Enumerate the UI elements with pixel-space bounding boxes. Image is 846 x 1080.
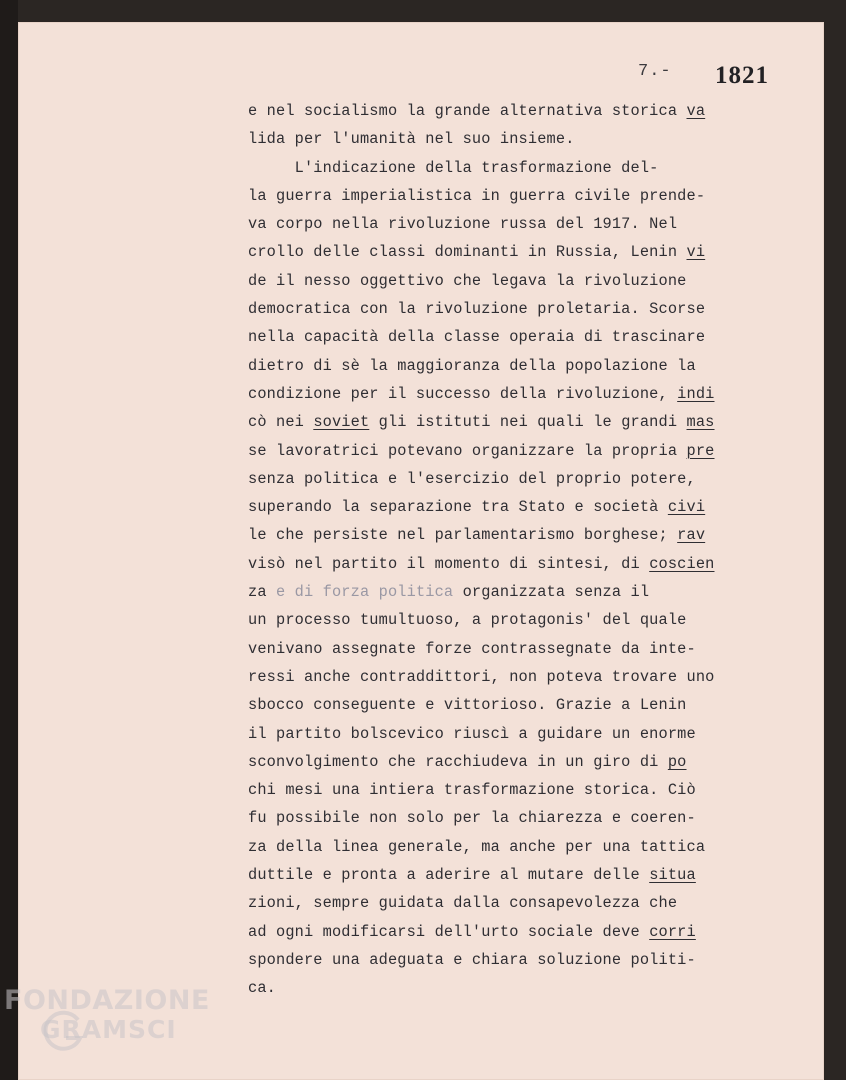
text-line [248,97,808,125]
typed-text-body [248,97,808,1003]
text-fragment: nella capacità della classe operaia di trascinare [248,328,706,347]
text-line [248,408,808,436]
watermark-subtitle: GRAMSCI [40,1015,177,1044]
text-fragment: za della linea generale, ma anche per una tattica [248,837,706,856]
text-fragment: democratica con la rivoluzione proletaria. Scorse [248,300,706,319]
text-fragment: la guerra imperialistica in guerra civile prende- [248,186,706,205]
text-line [248,606,808,634]
underlined-fragment: civi [667,498,706,517]
scanner-edge [0,0,18,1080]
text-fragment: visò nel partito il momento di sintesi, di [248,554,650,573]
text-fragment: va corpo nella rivoluzione russa del 1917. Nel [248,215,678,234]
underlined-fragment: va [686,102,706,120]
text-fragment: L'indicazione della trasformazione del- [248,158,659,177]
text-fragment: sbocco conseguente e vittorioso. Grazie a Lenin [248,696,687,715]
text-line [248,946,808,974]
document-page [18,22,824,1080]
underlined-fragment: mas [686,413,715,432]
text-line [248,295,808,323]
faded-fragment: e di forza politica [276,583,454,602]
text-fragment: gli istituti nei quali le grandi [369,413,687,432]
text-fragment: organizzata senza il [453,583,650,602]
text-line [248,833,808,861]
text-fragment: dietro di sè la maggioranza della popolazione la [248,356,696,375]
folio-number: 1821 [715,62,769,89]
text-line [248,550,808,578]
text-fragment: sconvolgimento che racchiudeva in un giro di [248,752,668,771]
text-fragment: zioni, sempre guidata dalla consapevolezza che [248,894,678,913]
text-line [248,493,808,521]
text-line [248,323,808,351]
text-fragment: crollo delle classi dominanti in Russia, Lenin [248,243,687,262]
text-fragment: senza politica e l'esercizio del proprio potere, [248,469,696,488]
text-fragment: le che persiste nel parlamentarismo borghese; [248,526,678,545]
text-line [248,380,808,408]
underlined-fragment: po [667,752,687,771]
text-fragment: superando la separazione tra Stato e società [248,498,668,517]
text-line [248,691,808,719]
page-number: 7.- [638,62,672,81]
text-line [248,804,808,832]
underlined-fragment: corri [649,922,696,941]
text-line [248,210,808,238]
text-fragment: se lavoratrici potevano organizzare la propria [248,441,687,460]
text-line [248,521,808,549]
text-fragment: chi mesi una intiera trasformazione storica. Ciò [248,781,696,800]
text-fragment: ressi anche contraddittori, non poteva trovare uno [248,667,715,686]
text-fragment: de il nesso oggettivo che legava la rivoluzione [248,271,687,290]
text-fragment: spondere una adeguata e chiara soluzione politi- [248,950,696,969]
text-line [248,154,808,182]
text-line [248,918,808,946]
text-line [248,776,808,804]
text-line [248,861,808,889]
text-line [248,720,808,748]
text-fragment: fu possibile non solo per la chiarezza e coeren- [248,809,696,828]
text-fragment: e nel socialismo la grande alternativa storica [248,102,687,120]
text-fragment: ca. [248,979,276,998]
text-fragment: duttile e pronta a aderire al mutare delle [248,866,650,885]
text-line [248,125,808,153]
text-fragment: za [248,583,276,602]
text-line [248,267,808,295]
text-line [248,889,808,917]
text-line [248,635,808,663]
text-line [248,238,808,266]
text-line [248,352,808,380]
underlined-fragment: rav [677,526,706,545]
text-line [248,182,808,210]
text-fragment: condizione per il successo della rivoluzione, [248,384,678,403]
underlined-fragment: pre [686,441,715,460]
watermark-title: FONDAZIONE [4,985,210,1016]
text-fragment: ad ogni modificarsi dell'urto sociale deve [248,922,650,941]
text-line [248,465,808,493]
text-fragment: cò nei [248,413,314,432]
underlined-fragment: vi [686,243,706,262]
underlined-fragment: soviet [313,413,370,432]
text-line [248,663,808,691]
text-fragment: lida per l'umanità nel suo insieme. [248,130,575,149]
text-line [248,748,808,776]
text-line [248,974,808,1002]
underlined-fragment: coscien [649,554,715,573]
text-line [248,578,808,606]
text-line [248,437,808,465]
underlined-fragment: situa [649,866,696,885]
text-fragment: il partito bolscevico riuscì a guidare un enorme [248,724,696,743]
text-fragment: un processo tumultuoso, a protagonis' del quale [248,611,687,630]
text-fragment: venivano assegnate forze contrassegnate da inte- [248,639,696,658]
underlined-fragment: indi [677,384,715,403]
